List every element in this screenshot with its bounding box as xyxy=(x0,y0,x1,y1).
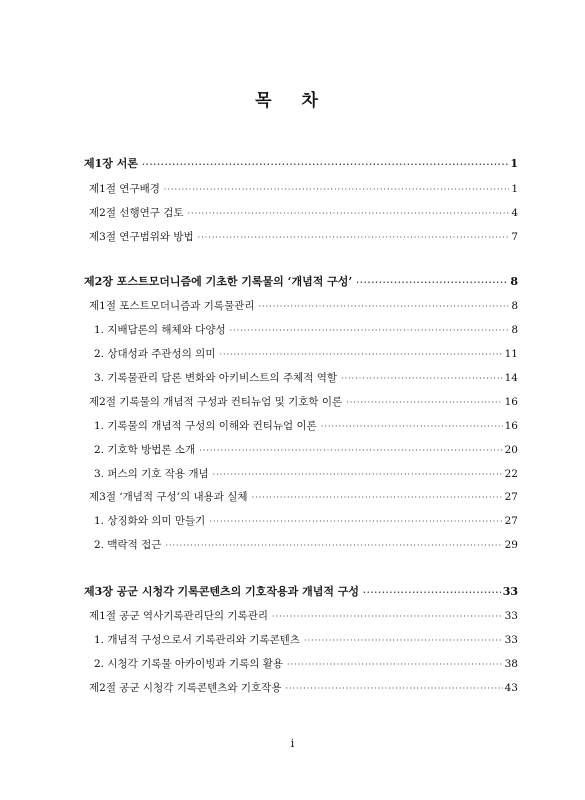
toc-label: 3. 퍼스의 기호 작용 개념 xyxy=(94,468,209,480)
toc-section[interactable] xyxy=(89,609,518,624)
toc-page-number: 29 xyxy=(504,539,518,551)
toc-subsection[interactable] xyxy=(94,323,518,338)
toc-page-number: 33 xyxy=(504,634,518,646)
leader-dots xyxy=(285,682,502,696)
toc-section[interactable] xyxy=(89,490,518,505)
toc-subsection[interactable] xyxy=(94,371,518,386)
toc-page-number: 1 xyxy=(511,183,518,195)
leader-dots xyxy=(142,157,508,171)
toc-label: 제1절 연구배경 xyxy=(89,183,160,195)
toc-section[interactable] xyxy=(89,299,518,314)
toc-page-number: 22 xyxy=(504,468,518,480)
toc-label: 2. 상대성과 주관성의 의미 xyxy=(94,348,216,360)
toc-label: 제1장 서론 xyxy=(84,157,138,170)
toc-section[interactable] xyxy=(89,206,518,221)
toc-page-number: 16 xyxy=(504,396,518,408)
toc-label: 제3장 공군 시청각 기록콘텐츠의 기호작용과 개념적 구성 xyxy=(84,585,360,598)
toc-page-number: 27 xyxy=(504,515,518,527)
leader-dots xyxy=(341,372,503,386)
toc-label: 제1절 포스트모더니즘과 기록물관리 xyxy=(89,300,255,312)
toc-subsection[interactable] xyxy=(94,538,518,553)
toc-label: 2. 기호학 방법론 소개 xyxy=(94,444,196,456)
leader-dots xyxy=(198,231,510,245)
toc-subsection[interactable] xyxy=(94,347,518,362)
leader-dots xyxy=(188,207,510,221)
toc-page-number: 8 xyxy=(511,300,518,312)
toc-section[interactable] xyxy=(89,230,518,245)
toc-subsection[interactable] xyxy=(94,657,518,672)
leader-dots xyxy=(164,183,509,197)
toc-label: 제3절 연구범위와 방법 xyxy=(89,231,194,243)
toc-label: 제3절 ‘개념적 구성’의 내용과 실체 xyxy=(89,491,248,503)
toc-label: 3. 기록물관리 담론 변화와 아키비스트의 주체적 역할 xyxy=(94,372,338,384)
toc-subsection[interactable] xyxy=(94,633,518,648)
toc-label: 1. 개념적 구성으로서 기록관리와 기록콘텐츠 xyxy=(94,634,300,646)
toc-page-number: 33 xyxy=(502,585,518,598)
toc-subsection[interactable] xyxy=(94,443,518,458)
leader-dots xyxy=(304,634,503,648)
toc-section[interactable] xyxy=(89,395,518,410)
toc-chapter[interactable] xyxy=(84,157,518,171)
toc-label: 2. 맥락적 접근 xyxy=(94,539,162,551)
toc-page-number: 16 xyxy=(504,420,518,432)
toc-page-number: 11 xyxy=(504,348,518,360)
toc-page-number: 4 xyxy=(511,207,518,219)
toc-page-number: 1 xyxy=(510,157,518,170)
toc-label: 제2장 포스트모더니즘에 기초한 기록물의 ‘개념적 구성’ xyxy=(84,275,353,288)
leader-dots xyxy=(199,444,502,458)
toc-page-number: 20 xyxy=(504,444,518,456)
leader-dots xyxy=(165,539,502,553)
leader-dots xyxy=(346,396,502,410)
toc-subsection[interactable] xyxy=(94,419,518,434)
toc-subsection[interactable] xyxy=(94,514,518,529)
leader-dots xyxy=(259,300,510,314)
toc-chapter[interactable] xyxy=(84,585,518,599)
toc-label: 2. 시청각 기록물 아카이빙과 기록의 활용 xyxy=(94,658,283,670)
leader-dots xyxy=(213,468,503,482)
toc-page-number: 14 xyxy=(504,372,518,384)
toc-page-number: 27 xyxy=(504,491,518,503)
toc-label: 제2절 선행연구 검토 xyxy=(89,207,184,219)
toc-label: 제1절 공군 역사기록관리단의 기록관리 xyxy=(89,610,268,622)
toc-page-number: 8 xyxy=(510,275,518,288)
leader-dots xyxy=(356,275,508,289)
toc-label: 제2절 기록물의 개념적 구성과 컨티뉴엄 및 기호학 이론 xyxy=(89,396,343,408)
toc-subsection[interactable] xyxy=(94,467,518,482)
leader-dots xyxy=(252,491,503,505)
page-folio: i xyxy=(290,737,295,750)
toc-page-number: 33 xyxy=(504,610,518,622)
toc-page-number: 38 xyxy=(504,658,518,670)
toc-page-number: 43 xyxy=(504,682,518,694)
page-title: 목 차 xyxy=(255,91,330,111)
leader-dots xyxy=(287,658,503,672)
toc-label: 1. 지배담론의 해체와 다양성 xyxy=(94,324,226,336)
toc-section[interactable] xyxy=(89,182,518,197)
toc-page-number: 7 xyxy=(511,231,518,243)
toc-label: 제2절 공군 시청각 기록콘텐츠와 기호작용 xyxy=(89,682,282,694)
leader-dots xyxy=(321,420,503,434)
leader-dots xyxy=(363,585,501,599)
toc-label: 1. 상징화와 의미 만들기 xyxy=(94,515,206,527)
leader-dots xyxy=(219,348,502,362)
leader-dots xyxy=(272,610,503,624)
leader-dots xyxy=(209,515,502,529)
leader-dots xyxy=(230,324,510,338)
toc-page-number: 8 xyxy=(511,324,518,336)
toc-label: 1. 기록물의 개념적 구성의 이해와 컨티뉴엄 이론 xyxy=(94,420,317,432)
toc-chapter[interactable] xyxy=(84,275,518,289)
toc-section[interactable] xyxy=(89,681,518,696)
